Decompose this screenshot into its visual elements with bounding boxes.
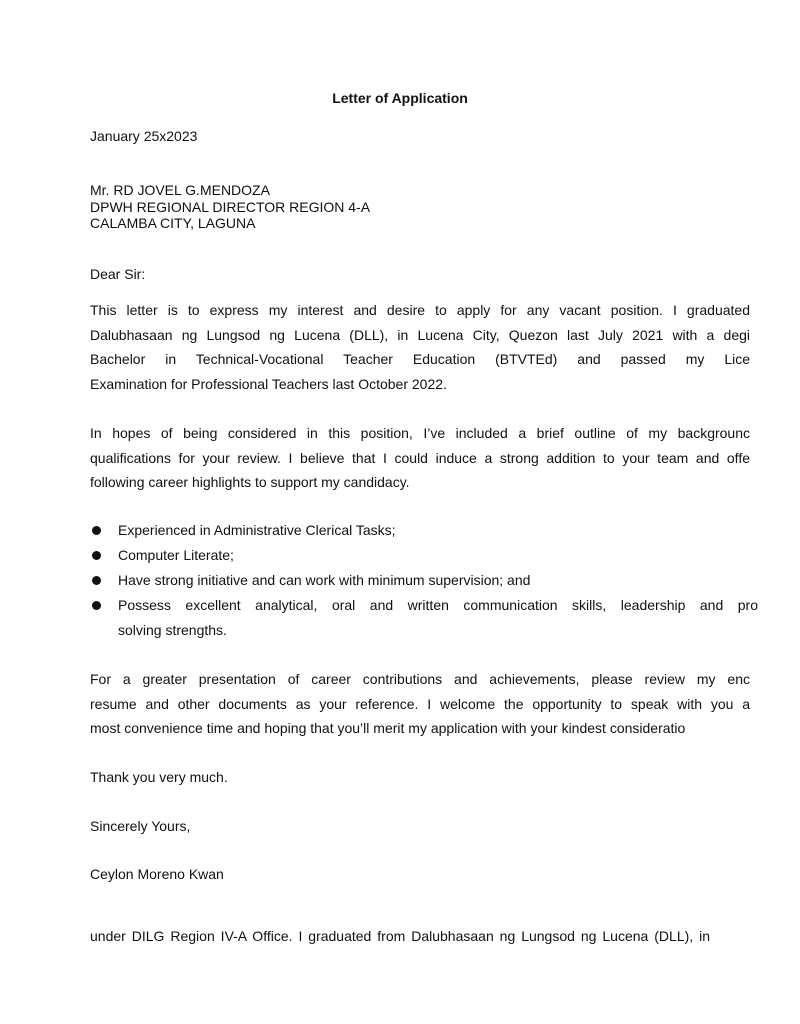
bullet-icon: [92, 551, 101, 560]
paragraph-closing: [90, 667, 750, 741]
list-item: [90, 593, 758, 618]
paragraph-line: following career highlights to support my candidacy.: [90, 474, 410, 490]
bullet-icon: [92, 601, 101, 610]
paragraph-intro: [90, 298, 750, 396]
salutation: Dear Sir:: [90, 266, 146, 282]
list-item-continuation: solving strengths.: [118, 622, 227, 638]
recipient-name: Mr. RD JOVEL G.MENDOZA: [90, 182, 270, 198]
list-item-text: Have strong initiative and can work with minimum supervision; and: [118, 572, 531, 588]
list-item: [90, 543, 678, 568]
paragraph-line: Bachelor in Technical-Vocational Teacher Education (BTVTEd) and passed my Lice: [90, 351, 750, 367]
signatory-name: Ceylon Moreno Kwan: [90, 866, 224, 882]
list-item: [90, 518, 678, 543]
bullet-icon: [92, 576, 101, 585]
list-item-text: Experienced in Administrative Clerical Tasks;: [118, 522, 396, 538]
highlights-list: [90, 518, 758, 643]
letter-title: Letter of Application: [332, 90, 468, 106]
paragraph-line: most convenience time and hoping that you’ll merit my application with your kindest consideratio: [90, 720, 686, 736]
paragraph-line: For a greater presentation of career contributions and achievements, please review my enc: [90, 671, 750, 687]
recipient-location: CALAMBA CITY, LAGUNA: [90, 215, 256, 231]
paragraph-line: This letter is to express my interest and desire to apply for any vacant position. I graduated: [90, 302, 750, 318]
paragraph-line: Dalubhasaan ng Lungsod ng Lucena (DLL), in Lucena City, Quezon last July 2021 with a degi: [90, 326, 750, 343]
list-item-text: Possess excellent analytical, oral and written communication skills, leadership and pro: [118, 597, 758, 613]
thanks-line: Thank you very much.: [90, 769, 228, 785]
recipient-address: [90, 182, 678, 232]
closing-line: Sincerely Yours,: [90, 818, 191, 834]
letter-date: January 25x2023: [90, 128, 198, 144]
bullet-icon: [92, 526, 101, 535]
paragraph-qualifications: [90, 421, 750, 495]
paragraph-line: In hopes of being considered in this position, I’ve included a brief outline of my backgrounc: [90, 425, 750, 441]
overflow-text-line: under DILG Region IV-A Office. I graduated from Dalubhasaan ng Lungsod ng Lucena (DLL), in: [90, 928, 710, 944]
paragraph-line: Examination for Professional Teachers last October 2022.: [90, 375, 447, 392]
paragraph-line: qualifications for your review. I believe that I could induce a strong addition to your team and offe: [90, 449, 750, 466]
list-item-text: Computer Literate;: [118, 547, 234, 563]
recipient-position: DPWH REGIONAL DIRECTOR REGION 4-A: [90, 198, 371, 215]
paragraph-line: resume and other documents as your reference. I welcome the opportunity to speak with you a: [90, 695, 750, 712]
list-item: [90, 568, 678, 593]
